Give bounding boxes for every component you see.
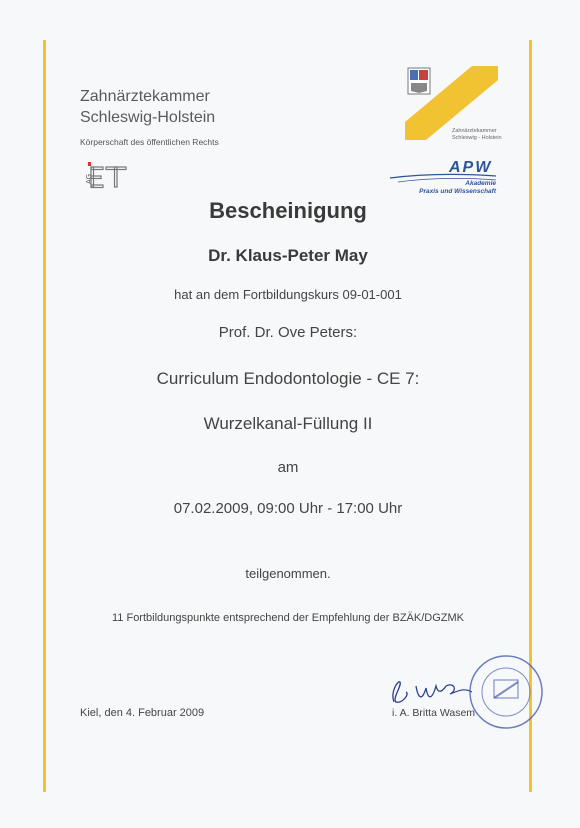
organization-name bbox=[80, 86, 215, 128]
aget-logo-icon bbox=[80, 158, 140, 190]
certificate-title: Bescheinigung bbox=[209, 198, 367, 223]
lecturer-line: Prof. Dr. Ove Peters: bbox=[218, 324, 358, 341]
course-date-time: 07.02.2009, 09:00 Uhr - 17:00 Uhr bbox=[173, 500, 403, 517]
course-number-line: hat an dem Fortbildungskurs 09-01-001 bbox=[174, 287, 402, 302]
organization-name-line1: Zahnärztekammer bbox=[80, 88, 210, 105]
official-stamp-icon bbox=[466, 652, 546, 732]
course-title: Curriculum Endodontologie - CE 7: bbox=[156, 369, 420, 388]
training-points-text: 11 Fortbildungspunkte entsprechend der Empfehlung der BZÄK/DGZMK bbox=[112, 612, 464, 624]
signer-name: i. A. Britta Wasem bbox=[392, 707, 476, 719]
zk-logo-text-line1: Zahnärztekammer bbox=[452, 128, 497, 134]
svg-text:AG: AG bbox=[85, 173, 93, 184]
recipient-name: Dr. Klaus-Peter May bbox=[208, 246, 368, 265]
organization-name-line2: Schleswig-Holstein bbox=[80, 109, 216, 126]
organization-subtitle: Körperschaft des öffentlichen Rechts bbox=[80, 137, 219, 147]
place-and-date: Kiel, den 4. Februar 2009 bbox=[80, 707, 205, 719]
apw-subtitle-line1: Akademie bbox=[465, 180, 496, 187]
zahnaerztekammer-logo-text bbox=[452, 128, 502, 142]
course-subtitle: Wurzelkanal-Füllung II bbox=[203, 414, 373, 433]
zk-logo-text-line2: Schleswig - Holstein bbox=[452, 135, 502, 141]
participation-text: teilgenommen. bbox=[245, 566, 331, 581]
date-prefix: am bbox=[277, 459, 299, 476]
apw-subtitle-line2: Praxis und Wissenschaft bbox=[419, 187, 496, 195]
apw-subtitle bbox=[410, 180, 496, 195]
apw-title: APW bbox=[449, 159, 493, 176]
